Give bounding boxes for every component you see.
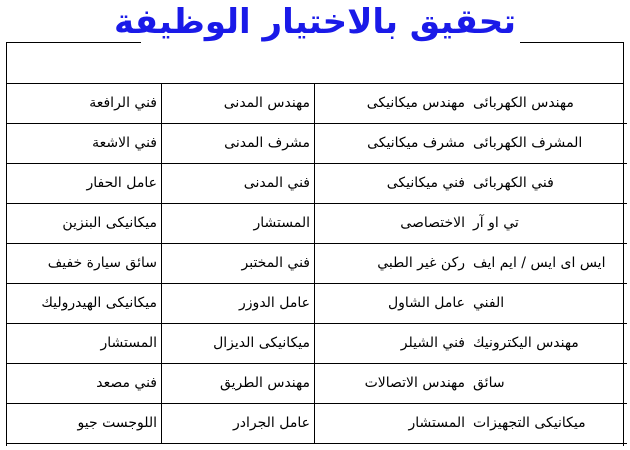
job-cell: عامل الحفار [7,164,162,204]
job-table [6,84,627,444]
table-row [7,124,628,164]
job-cell: المستشار [315,404,470,444]
job-cell: فني الرافعة [7,84,162,124]
job-cell: مهندس الطريق [162,364,315,404]
table-row [7,244,628,284]
job-cell: الاختصاصى [315,204,470,244]
job-cell: مشرف المدنى [162,124,315,164]
table-row [7,84,628,124]
job-cell: المستشار [7,324,162,364]
job-cell: المشرف الكهربائى [469,124,627,164]
job-cell: سائق سيارة خفيف [7,244,162,284]
job-cell: مهندس الكهربائى [469,84,627,124]
job-cell: ايس اى ايس / ايم ايف [469,244,627,284]
job-cell: عامل الدوزر [162,284,315,324]
job-cell: تي او آر [469,204,627,244]
job-cell: عامل الجرادر [162,404,315,444]
job-cell: المستشار [162,204,315,244]
job-cell: مهندس الاتصالات [315,364,470,404]
job-cell: الفني [469,284,627,324]
job-cell: فني الاشعة [7,124,162,164]
table-row [7,164,628,204]
table-row [7,284,628,324]
job-cell: فني الشيلر [315,324,470,364]
job-cell: فني مصعد [7,364,162,404]
table-row [7,364,628,404]
job-cell: ميكانيكى البنزين [7,204,162,244]
job-cell: سائق [469,364,627,404]
job-cell: مشرف ميكانيكى [315,124,470,164]
job-cell: ميكانيكى التجهيزات [469,404,627,444]
job-cell: مهندس المدنى [162,84,315,124]
job-cell: اللوجست جيو [7,404,162,444]
job-cell: ركن غير الطبي [315,244,470,284]
job-cell: ميكانيكى الديزال [162,324,315,364]
table-row [7,404,628,444]
job-cell: فني ميكانيكى [315,164,470,204]
table-row [7,324,628,364]
page-title: تحقيق بالاختيار الوظيفة [113,2,517,42]
table-row [7,204,628,244]
job-cell: ميكانيكى الهيدروليك [7,284,162,324]
job-cell: عامل الشاول [315,284,470,324]
header-blank-row [6,42,624,84]
job-cell: فني المختبر [162,244,315,284]
title-bar [0,0,630,44]
job-cell: فني الكهربائى [469,164,627,204]
job-cell: فني المدنى [162,164,315,204]
job-cell: مهندس ميكانيكى [315,84,470,124]
job-cell: مهندس اليكترونيك [469,324,627,364]
